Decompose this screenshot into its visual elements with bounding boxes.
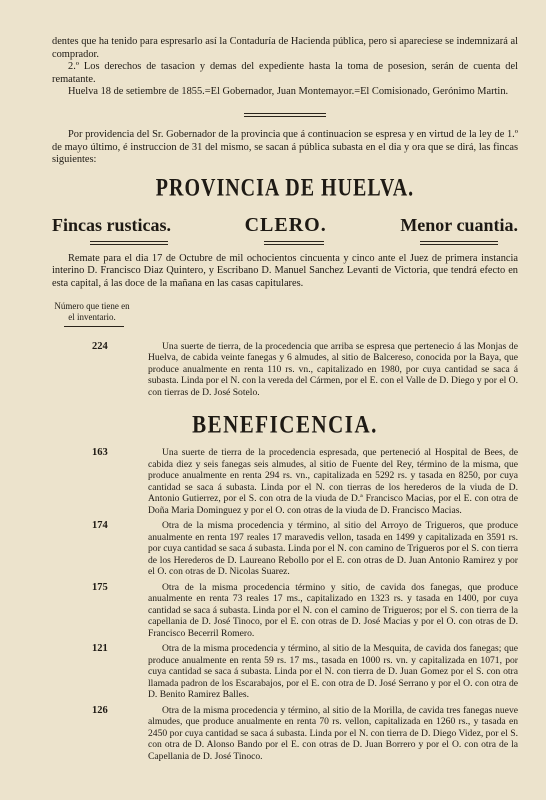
- inventory-column-header: Número que tiene en el inventario.: [54, 300, 130, 322]
- beneficencia-entries: [52, 447, 518, 762]
- rule-right: [420, 241, 498, 245]
- entry-number: 224: [92, 340, 108, 352]
- heading-clero: CLERO.: [244, 213, 327, 236]
- list-item: [52, 447, 518, 516]
- separator-rule: [244, 113, 326, 117]
- entry-text: Una suerte de tierra, de la procedencia que arriba se espresa que pertenecio á las Monjas de Huelva, de cabida veinte fanegas y 6 almudes, al sitio de Balcereso, conocida por la Baya, que produce anualmente en renta 110 rs. vn., capitalizado en 1980, por cuya cantidad se saca á subasta. Linda por el N. con la vereda del Cármen, por el E. con el Valle de D. Diego y por el O. con tierras de D. José Sotelo.: [148, 340, 518, 398]
- rule-left: [90, 241, 168, 245]
- section-headings: [52, 214, 518, 237]
- entry-text: Otra de la misma procedencia y término, al sitio del Arroyo de Trigueros, que produce anualmente en renta 197 reales 17 maravedis vellon, tasada en 1499 y capitalizada en 3591 rs. por cuya cantidad se saca á subasta. Linda por el N. con camino de Trigueros por el S. con tierra de los Herederos de D. Laureano Rebollo por el E. con otras de D. Juan Antonio Ramirez y por el O. con otras de D. Nicolas Suarez.: [148, 520, 518, 578]
- heading-menor-cuantia: Menor cuantia.: [400, 214, 518, 235]
- list-item: [52, 520, 518, 578]
- heading-rules: [52, 241, 518, 245]
- entry-text: Otra de la misma procedencia y término, al sitio de la Morilla, de cavida tres fanegas nueve almudes, que produce anualmente en renta 70 rs. vellon, capitalizada en 1260 rs., y tasada en 2450 por cuya cantidad se saca á subasta. Linda por el N. con tierra de D. Diego Videz, por el S. con otra de D. Alonso Bando por el E. con otras de D. Juan Borrero y por el O. con otra de la Capellania de D. José Tinoco.: [148, 704, 518, 762]
- entry-number: 174: [92, 520, 108, 532]
- clero-entries: [52, 341, 518, 399]
- entry-number: 163: [92, 447, 108, 459]
- entry-number: 126: [92, 704, 108, 716]
- beneficencia-heading: BENEFICENCIA.: [192, 409, 378, 439]
- remate-paragraph: Remate para el dia 17 de Octubre de mil ochocientos cincuenta y cinco ante el Juez de primera instancia interino D. Francisco Diaz Quintero, y Escribano D. Manuel Sanchez Levanti de Victoria, que tendrá efecto en esta capital, á las doce de la mañana en las casas capitulares.: [52, 252, 518, 289]
- list-item: [52, 705, 518, 763]
- item-2-text: 2.º Los derechos de tasacion y demas del expediente hasta la toma de posesion, serán de cuenta del rematante.: [52, 61, 518, 85]
- inventory-header-rule: [64, 326, 124, 327]
- entry-text: Una suerte de tierra de la procedencia espresada, que perteneció al Hospital de Bees, de cabida diez y seis fanegas seis almudes, al sitio de Fuente del Rey, término de la misma, que produce anualmente en renta 294 rs. vn., capitalizada en 5292 rs. y tasada en 8250, por cuya cantidad se saca á subasta. Linda por el N. con tierras de los herederos de la viuda de D. Antonio Gutierrez, por el S. con otra de la viuda de D.ª Francisco Macias, por el E. con otra de Doña Maria Dominguez y por el O. con otras de la viuda de D. Francisco Macias.: [148, 447, 518, 516]
- intro-paragraph: Por providencia del Sr. Gobernador de la provincia que á continuacion se espresa y en virtud de la ley de 1.º de mayo último, é instruccion de 31 del mismo, se sacan á pública subasta en el dia y ora que se dirá, las fincas siguientes:: [52, 128, 518, 166]
- rule-center: [264, 241, 324, 245]
- continuation-text: dentes que ha tenido para espresarlo así la Contaduría de Hacienda pública, pero si apareciese se indemnizará al comprador.: [52, 36, 518, 60]
- signature-line: Huelva 18 de setiembre de 1855.=El Gobernador, Juan Montemayor.=El Comisionado, Gerónimo Martin.: [68, 86, 509, 98]
- entry-text: Otra de la misma procedencia término y sitio, de cavida dos fanegas, que produce anualmente en renta 73 reales 17 ms., capitalizado en 1323 rs. y tasada en 1400, por cuya cantidad se saca á subasta. Linda por el N. con el camino de Trigueros; por el S. con tierra de la capellania de D. José Tinoco, por el E. con otras de D. José Macias y por el O. con otras de D. Francisco Becerril Romero.: [148, 581, 518, 639]
- entry-number: 121: [92, 643, 108, 655]
- entry-text: Otra de la misma procedencia y término, al sitio de la Mesquita, de cavida dos fanegas; que produce anualmente en renta 59 rs. 17 ms., tasada en 1000 rs. vn. y capitalizada en 1071, por cuya cantidad se saca á subasta. Linda por el N. con tierra de D. Juan Gomez por el S. con otra llamada padron de los Escarabajos, por el E. con otra de D. José Serrano y por el O. con otra de D. Benito Ramirez Balles.: [148, 643, 518, 701]
- list-item: [52, 582, 518, 640]
- heading-fincas: Fincas rusticas.: [52, 214, 171, 235]
- entry-number: 175: [92, 581, 108, 593]
- province-heading: PROVINCIA DE HUELVA.: [155, 173, 415, 202]
- list-item: [52, 341, 518, 399]
- list-item: [52, 643, 518, 701]
